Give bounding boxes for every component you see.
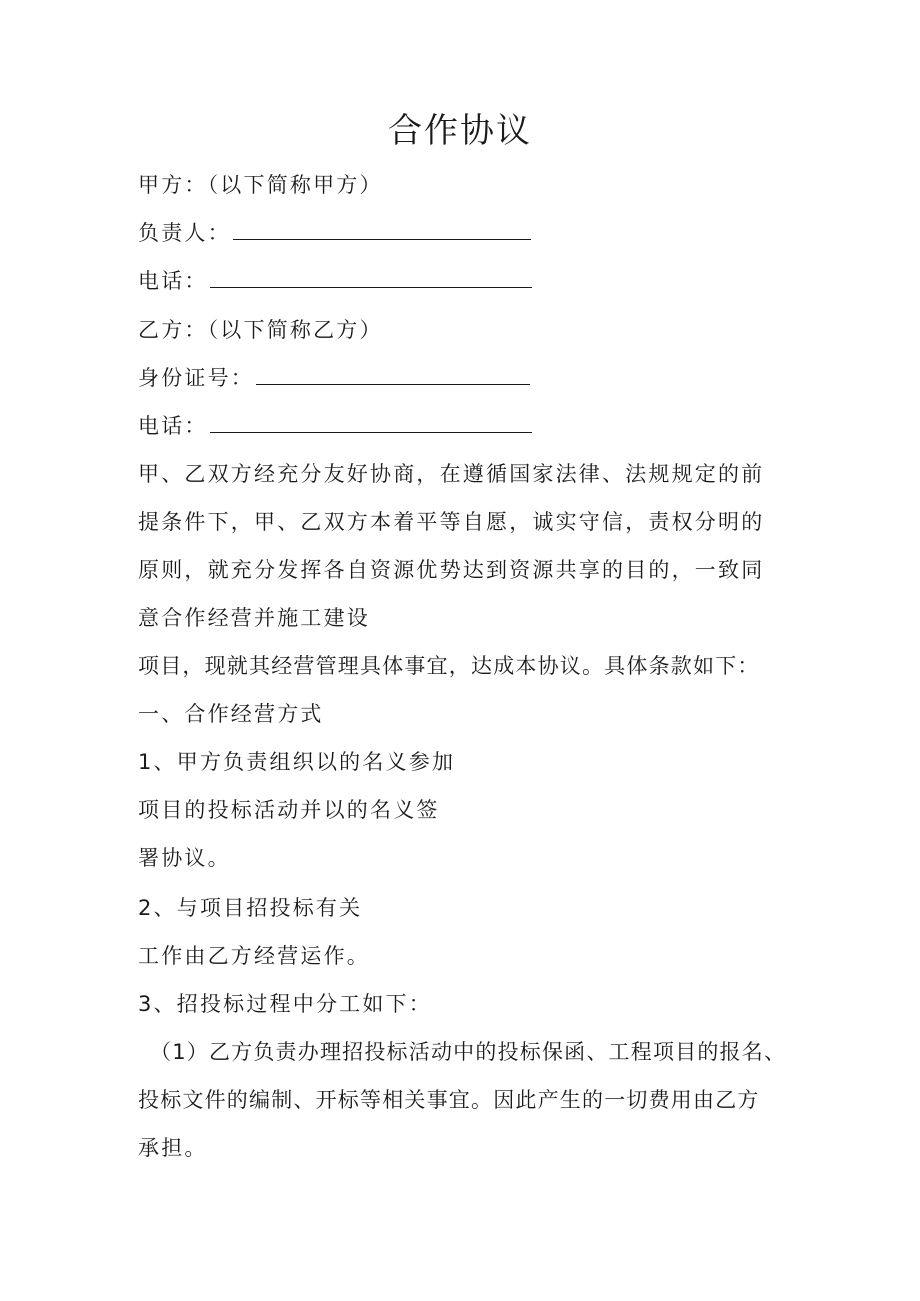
party-b-phone-label: 电话： [138, 414, 208, 438]
intro-line: 提条件下，甲、乙双方本着平等自愿，诚实守信，责权分明的 [138, 510, 765, 534]
clause-line: 2、与项目招投标有关 [138, 896, 363, 920]
party-a-line: 甲方：（以下简称甲方） [138, 173, 383, 197]
document-title: 合作协议 [388, 111, 532, 151]
party-b-line: 乙方：（以下简称乙方） [138, 318, 383, 342]
clause-line: 项目的投标活动并以的名义签 [138, 798, 440, 822]
party-a-phone-blank [210, 267, 532, 288]
subclause-line: 投标文件的编制、开标等相关事宜。因此产生的一切费用由乙方 [138, 1088, 760, 1112]
intro-line: 项目，现就其经营管理具体事宜，达成本协议。具体条款如下： [138, 654, 760, 678]
section-heading: 一、合作经营方式 [138, 702, 324, 726]
clause-line: 1、甲方负责组织以的名义参加 [138, 750, 456, 774]
party-a-person-label: 负责人： [138, 221, 231, 245]
subclause-line: （1）乙方负责办理招投标活动中的投标保函、工程项目的报名、 [150, 1040, 787, 1064]
party-b-id-label: 身份证号： [138, 366, 254, 390]
party-b-phone-blank [210, 412, 532, 433]
clause-line: 署协议。 [138, 846, 231, 870]
party-b-id-line [138, 363, 530, 393]
clause-line: 3、招投标过程中分工如下： [138, 992, 432, 1016]
subclause-line: 承担。 [138, 1136, 208, 1160]
party-a-person-line [138, 218, 531, 248]
party-a-phone-line [138, 266, 532, 296]
party-a-phone-label: 电话： [138, 269, 208, 293]
party-a-person-blank [233, 219, 531, 240]
party-b-id-blank [256, 364, 530, 385]
party-b-phone-line [138, 411, 532, 441]
clause-line: 工作由乙方经营运作。 [138, 944, 370, 968]
intro-line: 甲、乙双方经充分友好协商，在遵循国家法律、法规规定的前 [138, 462, 765, 486]
intro-line: 原则，就充分发挥各自资源优势达到资源共享的目的，一致同 [138, 558, 765, 582]
intro-line: 意合作经营并施工建设 [138, 606, 370, 630]
